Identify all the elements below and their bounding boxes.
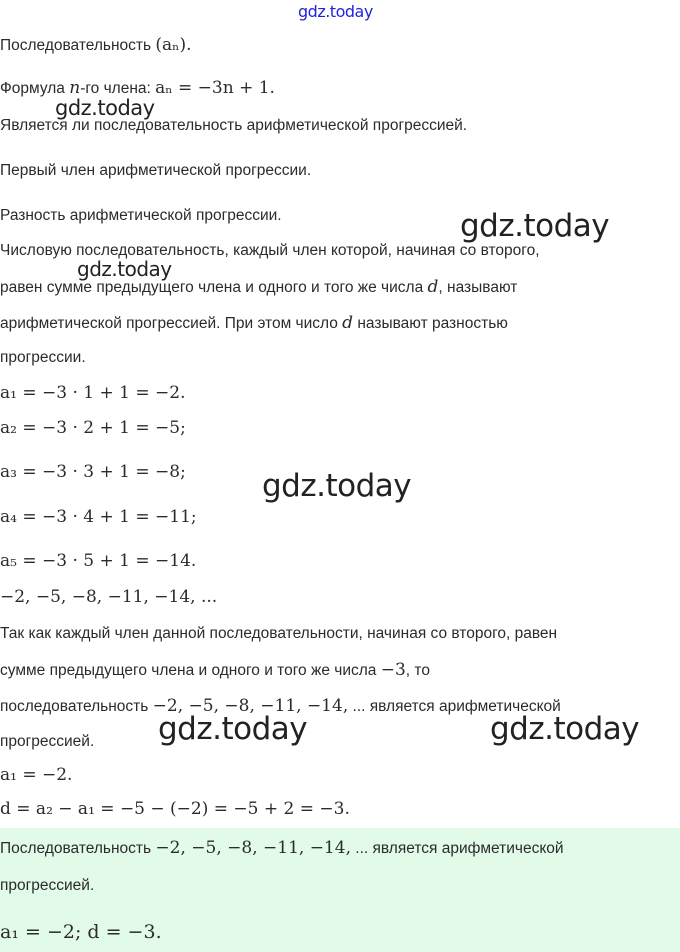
sequence-values: −2, −5, −8, −11, −14, ... (0, 587, 218, 607)
watermark: gdz.today (55, 96, 155, 120)
explanation-text: Так как каждый член данной последовательности, начиная со второго, равен (0, 625, 558, 642)
watermark: gdz.today (490, 711, 640, 747)
text: ... является арифметической (348, 698, 561, 715)
definition-text: Числовую последовательность, каждый член которой, начиная со второго, (0, 242, 540, 259)
text: последовательность (0, 698, 153, 715)
formula-line (0, 78, 275, 99)
math: −2, −5, −8, −11, −14, (155, 838, 351, 858)
text: Последовательность (0, 37, 156, 54)
watermark: gdz.today (77, 257, 172, 281)
definition-text (0, 313, 508, 334)
text: -го члена: (80, 80, 156, 97)
question: Является ли последовательность арифметической прогрессией. (0, 117, 468, 134)
definition-text: прогрессии. (0, 349, 86, 366)
math: (aₙ). (155, 35, 192, 55)
watermark: gdz.today (158, 711, 308, 747)
answer-values: a₁ = −2; d = −3. (0, 921, 162, 943)
math: −3 (380, 660, 406, 680)
explanation-text: прогрессией. (0, 733, 95, 750)
term-a3: a₃ = −3 · 3 + 1 = −8; (0, 462, 186, 482)
text: называют разностью (353, 315, 508, 332)
answer-text: прогрессией. (0, 877, 95, 894)
difference: d = a₂ − a₁ = −5 − (−2) = −5 + 2 = −3. (0, 799, 350, 819)
definition-text (0, 277, 517, 298)
term-a4: a₄ = −3 · 4 + 1 = −11; (0, 507, 197, 527)
text: арифметической прогрессией. При этом число (0, 315, 343, 332)
math: d (342, 313, 354, 333)
math: n (69, 78, 81, 98)
question: Первый член арифметической прогрессии. (0, 162, 312, 179)
text: , то (405, 662, 430, 679)
text: Последовательность (0, 840, 156, 857)
math: −2, −5, −8, −11, −14, (152, 696, 349, 716)
text: ... является арифметической (350, 840, 564, 857)
watermark: gdz.today (298, 2, 373, 21)
answer-text (0, 838, 564, 859)
text: сумме предыдущего члена и одного и того же числа (0, 662, 381, 679)
text: равен сумме предыдущего члена и одного и того же числа (0, 279, 428, 296)
sequence-title (0, 35, 192, 56)
explanation-text (0, 660, 430, 681)
text: Формула (0, 80, 70, 97)
term-a2: a₂ = −3 · 2 + 1 = −5; (0, 418, 186, 438)
term-a1: a₁ = −3 · 1 + 1 = −2. (0, 383, 186, 403)
watermark: gdz.today (262, 468, 412, 504)
math: d (427, 277, 439, 297)
text: , называют (438, 279, 518, 296)
math: aₙ = −3n + 1. (155, 78, 275, 98)
first-term: a₁ = −2. (0, 765, 73, 785)
question: Разность арифметической прогрессии. (0, 207, 282, 224)
term-a5: a₅ = −3 · 5 + 1 = −14. (0, 551, 197, 571)
watermark: gdz.today (460, 208, 610, 244)
